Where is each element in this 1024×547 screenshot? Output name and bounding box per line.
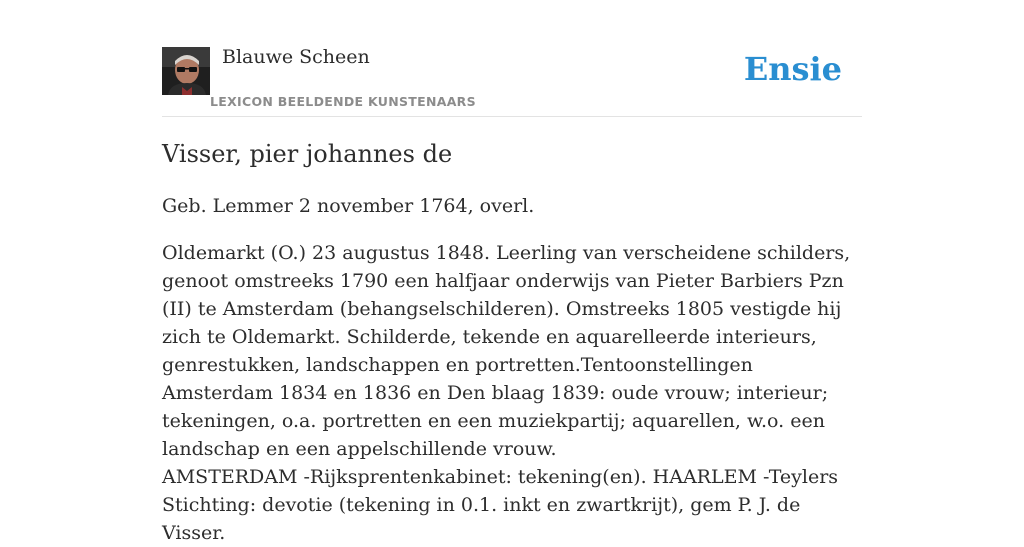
- article-title: Visser, pier johannes de: [162, 140, 453, 168]
- article-paragraph: AMSTERDAM -Rijksprentenkabinet: tekening(en). HAARLEM -Teylers Stichting: devotie (tekening in 0.1. inkt en zwartkrijt), gem P. J. de Visser.: [162, 466, 839, 544]
- header: [162, 0, 862, 117]
- page-container: [162, 0, 862, 544]
- author-avatar[interactable]: [162, 47, 210, 95]
- article-paragraph: Geb. Lemmer 2 november 1764, overl.: [162, 195, 535, 217]
- avatar-portrait: [162, 47, 210, 95]
- article-paragraph: Oldemarkt (O.) 23 augustus 1848. Leerling van verscheidene schilders, genoot omstreeks 1790 een halfjaar onderwijs van Pieter Barbiers Pzn (II) te Amsterdam (behangselschilderen). Omstreeks 1805 vestigde hij zich te Oldemarkt. Schilderde, tekende en aquarelleerde interieurs, genrestukken, landschappen en portretten.Tentoonstellingen Amsterdam 1834 en 1836 en Den blaag 1839: oude vrouw; interieur; tekeningen, o.a. portretten en een muziekpartij; aquarellen, w.o. een landschap en een appelschillende vrouw.: [162, 242, 851, 460]
- brand-logo[interactable]: Ensie: [743, 50, 842, 88]
- author-name[interactable]: Blauwe Scheen: [222, 46, 370, 68]
- collection-label[interactable]: LEXICON BEELDENDE KUNSTENAARS: [210, 94, 476, 109]
